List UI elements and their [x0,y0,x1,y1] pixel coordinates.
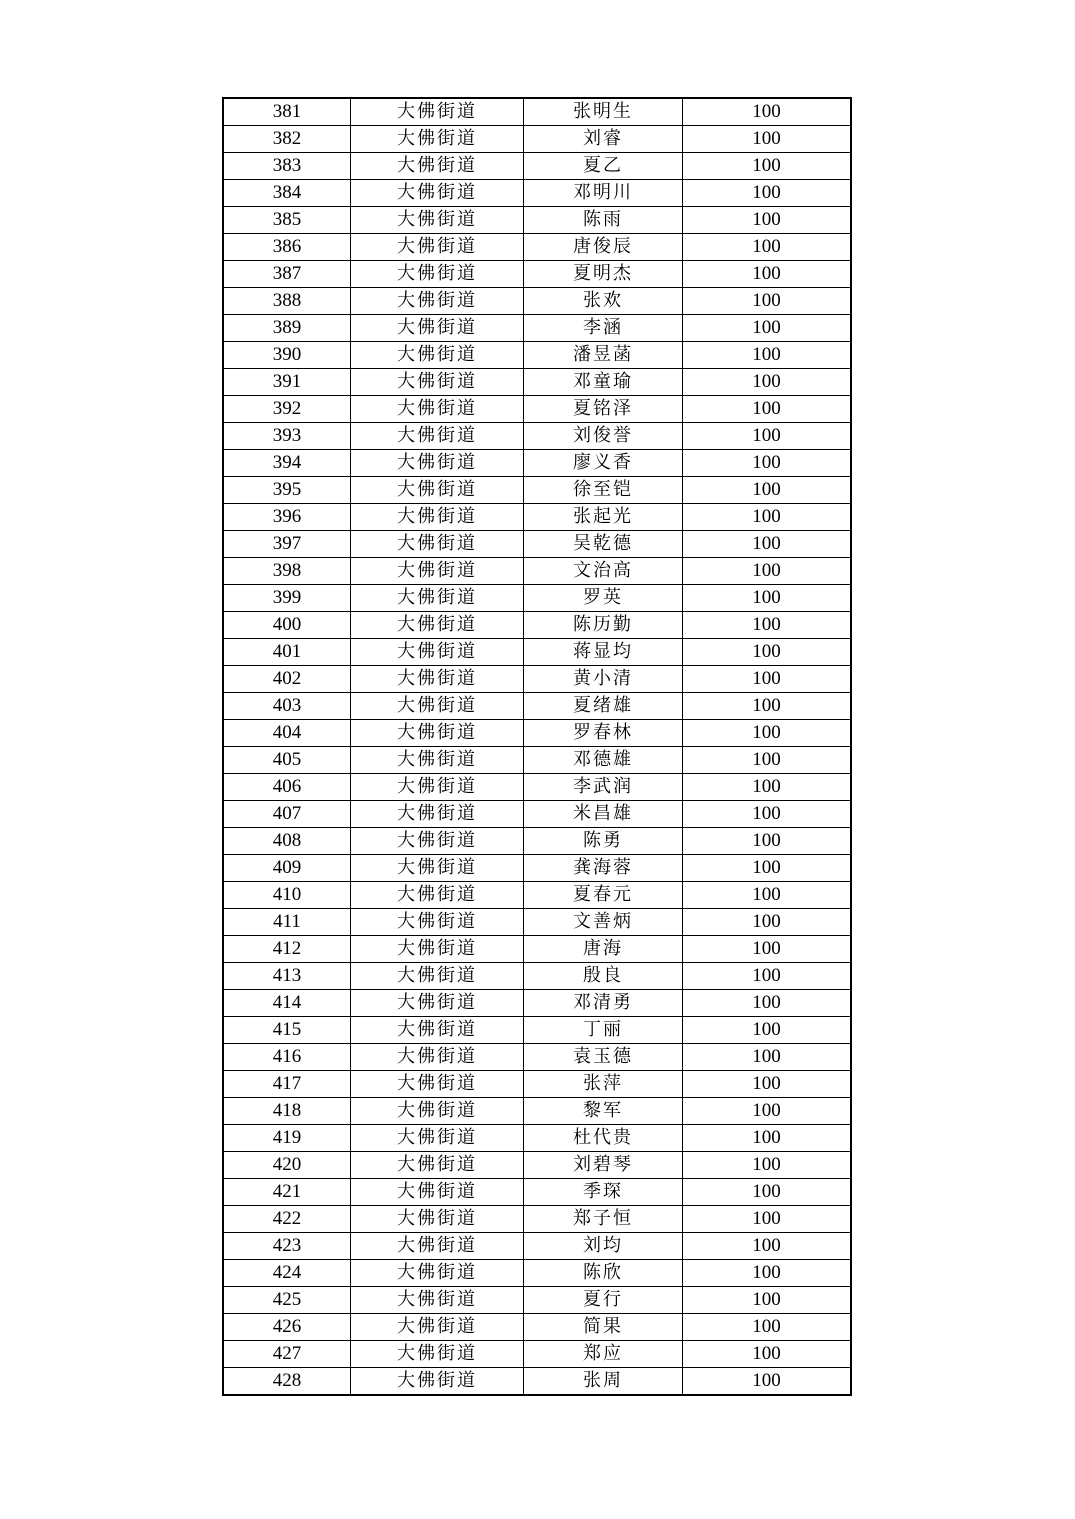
street-cell: 大佛街道 [351,180,524,207]
street-cell: 大佛街道 [351,558,524,585]
street-cell: 大佛街道 [351,153,524,180]
table-row [223,396,851,423]
table-row [223,801,851,828]
table-row [223,1152,851,1179]
table-row [223,1179,851,1206]
street-cell: 大佛街道 [351,1125,524,1152]
amount-cell: 100 [683,1287,852,1314]
street-cell: 大佛街道 [351,234,524,261]
table-row [223,1368,851,1396]
name-cell: 夏铭泽 [524,396,683,423]
amount-cell: 100 [683,450,852,477]
street-cell: 大佛街道 [351,855,524,882]
amount-cell: 100 [683,1206,852,1233]
table-row [223,1260,851,1287]
row-number-cell: 405 [223,747,351,774]
name-cell: 文治高 [524,558,683,585]
row-number-cell: 406 [223,774,351,801]
street-cell: 大佛街道 [351,1098,524,1125]
table-row [223,153,851,180]
name-cell: 唐海 [524,936,683,963]
name-cell: 丁丽 [524,1017,683,1044]
street-cell: 大佛街道 [351,531,524,558]
row-number-cell: 393 [223,423,351,450]
data-table [222,97,852,1396]
amount-cell: 100 [683,747,852,774]
row-number-cell: 399 [223,585,351,612]
table-row [223,882,851,909]
row-number-cell: 387 [223,261,351,288]
amount-cell: 100 [683,234,852,261]
street-cell: 大佛街道 [351,1017,524,1044]
name-cell: 简果 [524,1314,683,1341]
street-cell: 大佛街道 [351,612,524,639]
row-number-cell: 383 [223,153,351,180]
row-number-cell: 388 [223,288,351,315]
street-cell: 大佛街道 [351,990,524,1017]
table-row [223,558,851,585]
table-row [223,909,851,936]
street-cell: 大佛街道 [351,1368,524,1396]
row-number-cell: 401 [223,639,351,666]
row-number-cell: 404 [223,720,351,747]
row-number-cell: 411 [223,909,351,936]
amount-cell: 100 [683,1125,852,1152]
street-cell: 大佛街道 [351,315,524,342]
amount-cell: 100 [683,936,852,963]
table-row [223,423,851,450]
name-cell: 杜代贵 [524,1125,683,1152]
row-number-cell: 395 [223,477,351,504]
name-cell: 张明生 [524,98,683,126]
amount-cell: 100 [683,639,852,666]
row-number-cell: 412 [223,936,351,963]
row-number-cell: 402 [223,666,351,693]
amount-cell: 100 [683,288,852,315]
name-cell: 潘昱菡 [524,342,683,369]
table-row [223,261,851,288]
name-cell: 袁玉德 [524,1044,683,1071]
table-row [223,936,851,963]
table-row [223,747,851,774]
street-cell: 大佛街道 [351,639,524,666]
street-cell: 大佛街道 [351,720,524,747]
street-cell: 大佛街道 [351,1071,524,1098]
table-row [223,693,851,720]
name-cell: 徐至铠 [524,477,683,504]
row-number-cell: 394 [223,450,351,477]
name-cell: 邓童瑜 [524,369,683,396]
row-number-cell: 416 [223,1044,351,1071]
street-cell: 大佛街道 [351,126,524,153]
table-row [223,531,851,558]
name-cell: 陈勇 [524,828,683,855]
table-row [223,315,851,342]
amount-cell: 100 [683,1098,852,1125]
amount-cell: 100 [683,801,852,828]
row-number-cell: 396 [223,504,351,531]
street-cell: 大佛街道 [351,882,524,909]
amount-cell: 100 [683,693,852,720]
table-row [223,1233,851,1260]
row-number-cell: 419 [223,1125,351,1152]
table-row [223,1071,851,1098]
amount-cell: 100 [683,828,852,855]
amount-cell: 100 [683,1044,852,1071]
street-cell: 大佛街道 [351,504,524,531]
street-cell: 大佛街道 [351,774,524,801]
table-row [223,855,851,882]
table-row [223,639,851,666]
amount-cell: 100 [683,855,852,882]
row-number-cell: 403 [223,693,351,720]
table-row [223,1125,851,1152]
row-number-cell: 392 [223,396,351,423]
name-cell: 黎军 [524,1098,683,1125]
table-row [223,1206,851,1233]
row-number-cell: 418 [223,1098,351,1125]
table-row [223,1341,851,1368]
amount-cell: 100 [683,504,852,531]
amount-cell: 100 [683,1071,852,1098]
name-cell: 黄小清 [524,666,683,693]
row-number-cell: 398 [223,558,351,585]
amount-cell: 100 [683,396,852,423]
street-cell: 大佛街道 [351,261,524,288]
name-cell: 夏行 [524,1287,683,1314]
row-number-cell: 424 [223,1260,351,1287]
row-number-cell: 384 [223,180,351,207]
amount-cell: 100 [683,207,852,234]
name-cell: 刘睿 [524,126,683,153]
table-row [223,774,851,801]
street-cell: 大佛街道 [351,693,524,720]
amount-cell: 100 [683,126,852,153]
amount-cell: 100 [683,882,852,909]
row-number-cell: 413 [223,963,351,990]
table-row [223,990,851,1017]
amount-cell: 100 [683,342,852,369]
amount-cell: 100 [683,153,852,180]
row-number-cell: 417 [223,1071,351,1098]
amount-cell: 100 [683,909,852,936]
amount-cell: 100 [683,1017,852,1044]
name-cell: 刘俊誉 [524,423,683,450]
row-number-cell: 422 [223,1206,351,1233]
amount-cell: 100 [683,261,852,288]
street-cell: 大佛街道 [351,666,524,693]
name-cell: 夏乙 [524,153,683,180]
amount-cell: 100 [683,612,852,639]
row-number-cell: 421 [223,1179,351,1206]
name-cell: 廖义香 [524,450,683,477]
amount-cell: 100 [683,558,852,585]
row-number-cell: 427 [223,1341,351,1368]
street-cell: 大佛街道 [351,1233,524,1260]
street-cell: 大佛街道 [351,1341,524,1368]
table-row [223,450,851,477]
table-row [223,477,851,504]
amount-cell: 100 [683,180,852,207]
amount-cell: 100 [683,1152,852,1179]
amount-cell: 100 [683,963,852,990]
table-row [223,126,851,153]
name-cell: 邓清勇 [524,990,683,1017]
name-cell: 吴乾德 [524,531,683,558]
table-body [223,98,851,1395]
name-cell: 李涵 [524,315,683,342]
amount-cell: 100 [683,990,852,1017]
street-cell: 大佛街道 [351,909,524,936]
name-cell: 季琛 [524,1179,683,1206]
table-row [223,98,851,126]
row-number-cell: 385 [223,207,351,234]
name-cell: 文善炳 [524,909,683,936]
amount-cell: 100 [683,585,852,612]
table-row [223,1044,851,1071]
row-number-cell: 420 [223,1152,351,1179]
name-cell: 罗英 [524,585,683,612]
name-cell: 李武润 [524,774,683,801]
street-cell: 大佛街道 [351,1287,524,1314]
name-cell: 刘均 [524,1233,683,1260]
street-cell: 大佛街道 [351,396,524,423]
row-number-cell: 423 [223,1233,351,1260]
table-row [223,1287,851,1314]
street-cell: 大佛街道 [351,585,524,612]
street-cell: 大佛街道 [351,1206,524,1233]
name-cell: 郑应 [524,1341,683,1368]
table-row [223,666,851,693]
table-row [223,1314,851,1341]
street-cell: 大佛街道 [351,747,524,774]
name-cell: 张周 [524,1368,683,1396]
row-number-cell: 428 [223,1368,351,1396]
name-cell: 张萍 [524,1071,683,1098]
amount-cell: 100 [683,666,852,693]
row-number-cell: 382 [223,126,351,153]
name-cell: 夏绪雄 [524,693,683,720]
amount-cell: 100 [683,315,852,342]
name-cell: 米昌雄 [524,801,683,828]
row-number-cell: 408 [223,828,351,855]
amount-cell: 100 [683,774,852,801]
name-cell: 邓明川 [524,180,683,207]
amount-cell: 100 [683,531,852,558]
amount-cell: 100 [683,477,852,504]
name-cell: 张欢 [524,288,683,315]
row-number-cell: 414 [223,990,351,1017]
row-number-cell: 397 [223,531,351,558]
street-cell: 大佛街道 [351,342,524,369]
row-number-cell: 390 [223,342,351,369]
name-cell: 夏明杰 [524,261,683,288]
table-row [223,504,851,531]
table-row [223,1017,851,1044]
street-cell: 大佛街道 [351,963,524,990]
street-cell: 大佛街道 [351,450,524,477]
street-cell: 大佛街道 [351,1044,524,1071]
row-number-cell: 381 [223,98,351,126]
table-row [223,963,851,990]
table-row [223,234,851,261]
street-cell: 大佛街道 [351,98,524,126]
street-cell: 大佛街道 [351,477,524,504]
table-row [223,612,851,639]
table-row [223,828,851,855]
name-cell: 张起光 [524,504,683,531]
name-cell: 蒋显均 [524,639,683,666]
amount-cell: 100 [683,1341,852,1368]
name-cell: 邓德雄 [524,747,683,774]
name-cell: 刘碧琴 [524,1152,683,1179]
table-row [223,180,851,207]
amount-cell: 100 [683,1179,852,1206]
row-number-cell: 426 [223,1314,351,1341]
table-row [223,288,851,315]
name-cell: 郑子恒 [524,1206,683,1233]
name-cell: 罗春林 [524,720,683,747]
street-cell: 大佛街道 [351,423,524,450]
row-number-cell: 386 [223,234,351,261]
name-cell: 殷良 [524,963,683,990]
amount-cell: 100 [683,1314,852,1341]
table-row [223,207,851,234]
street-cell: 大佛街道 [351,369,524,396]
row-number-cell: 389 [223,315,351,342]
amount-cell: 100 [683,98,852,126]
amount-cell: 100 [683,720,852,747]
name-cell: 陈历勤 [524,612,683,639]
street-cell: 大佛街道 [351,936,524,963]
table-row [223,369,851,396]
amount-cell: 100 [683,1260,852,1287]
table-row [223,342,851,369]
amount-cell: 100 [683,1368,852,1396]
amount-cell: 100 [683,1233,852,1260]
street-cell: 大佛街道 [351,207,524,234]
amount-cell: 100 [683,369,852,396]
row-number-cell: 410 [223,882,351,909]
street-cell: 大佛街道 [351,801,524,828]
table-row [223,1098,851,1125]
table-row [223,720,851,747]
name-cell: 陈雨 [524,207,683,234]
name-cell: 陈欣 [524,1260,683,1287]
name-cell: 龚海蓉 [524,855,683,882]
amount-cell: 100 [683,423,852,450]
table-row [223,585,851,612]
row-number-cell: 407 [223,801,351,828]
street-cell: 大佛街道 [351,1314,524,1341]
street-cell: 大佛街道 [351,1260,524,1287]
name-cell: 夏春元 [524,882,683,909]
row-number-cell: 409 [223,855,351,882]
street-cell: 大佛街道 [351,1179,524,1206]
name-cell: 唐俊辰 [524,234,683,261]
row-number-cell: 425 [223,1287,351,1314]
street-cell: 大佛街道 [351,288,524,315]
row-number-cell: 400 [223,612,351,639]
row-number-cell: 415 [223,1017,351,1044]
row-number-cell: 391 [223,369,351,396]
street-cell: 大佛街道 [351,1152,524,1179]
street-cell: 大佛街道 [351,828,524,855]
